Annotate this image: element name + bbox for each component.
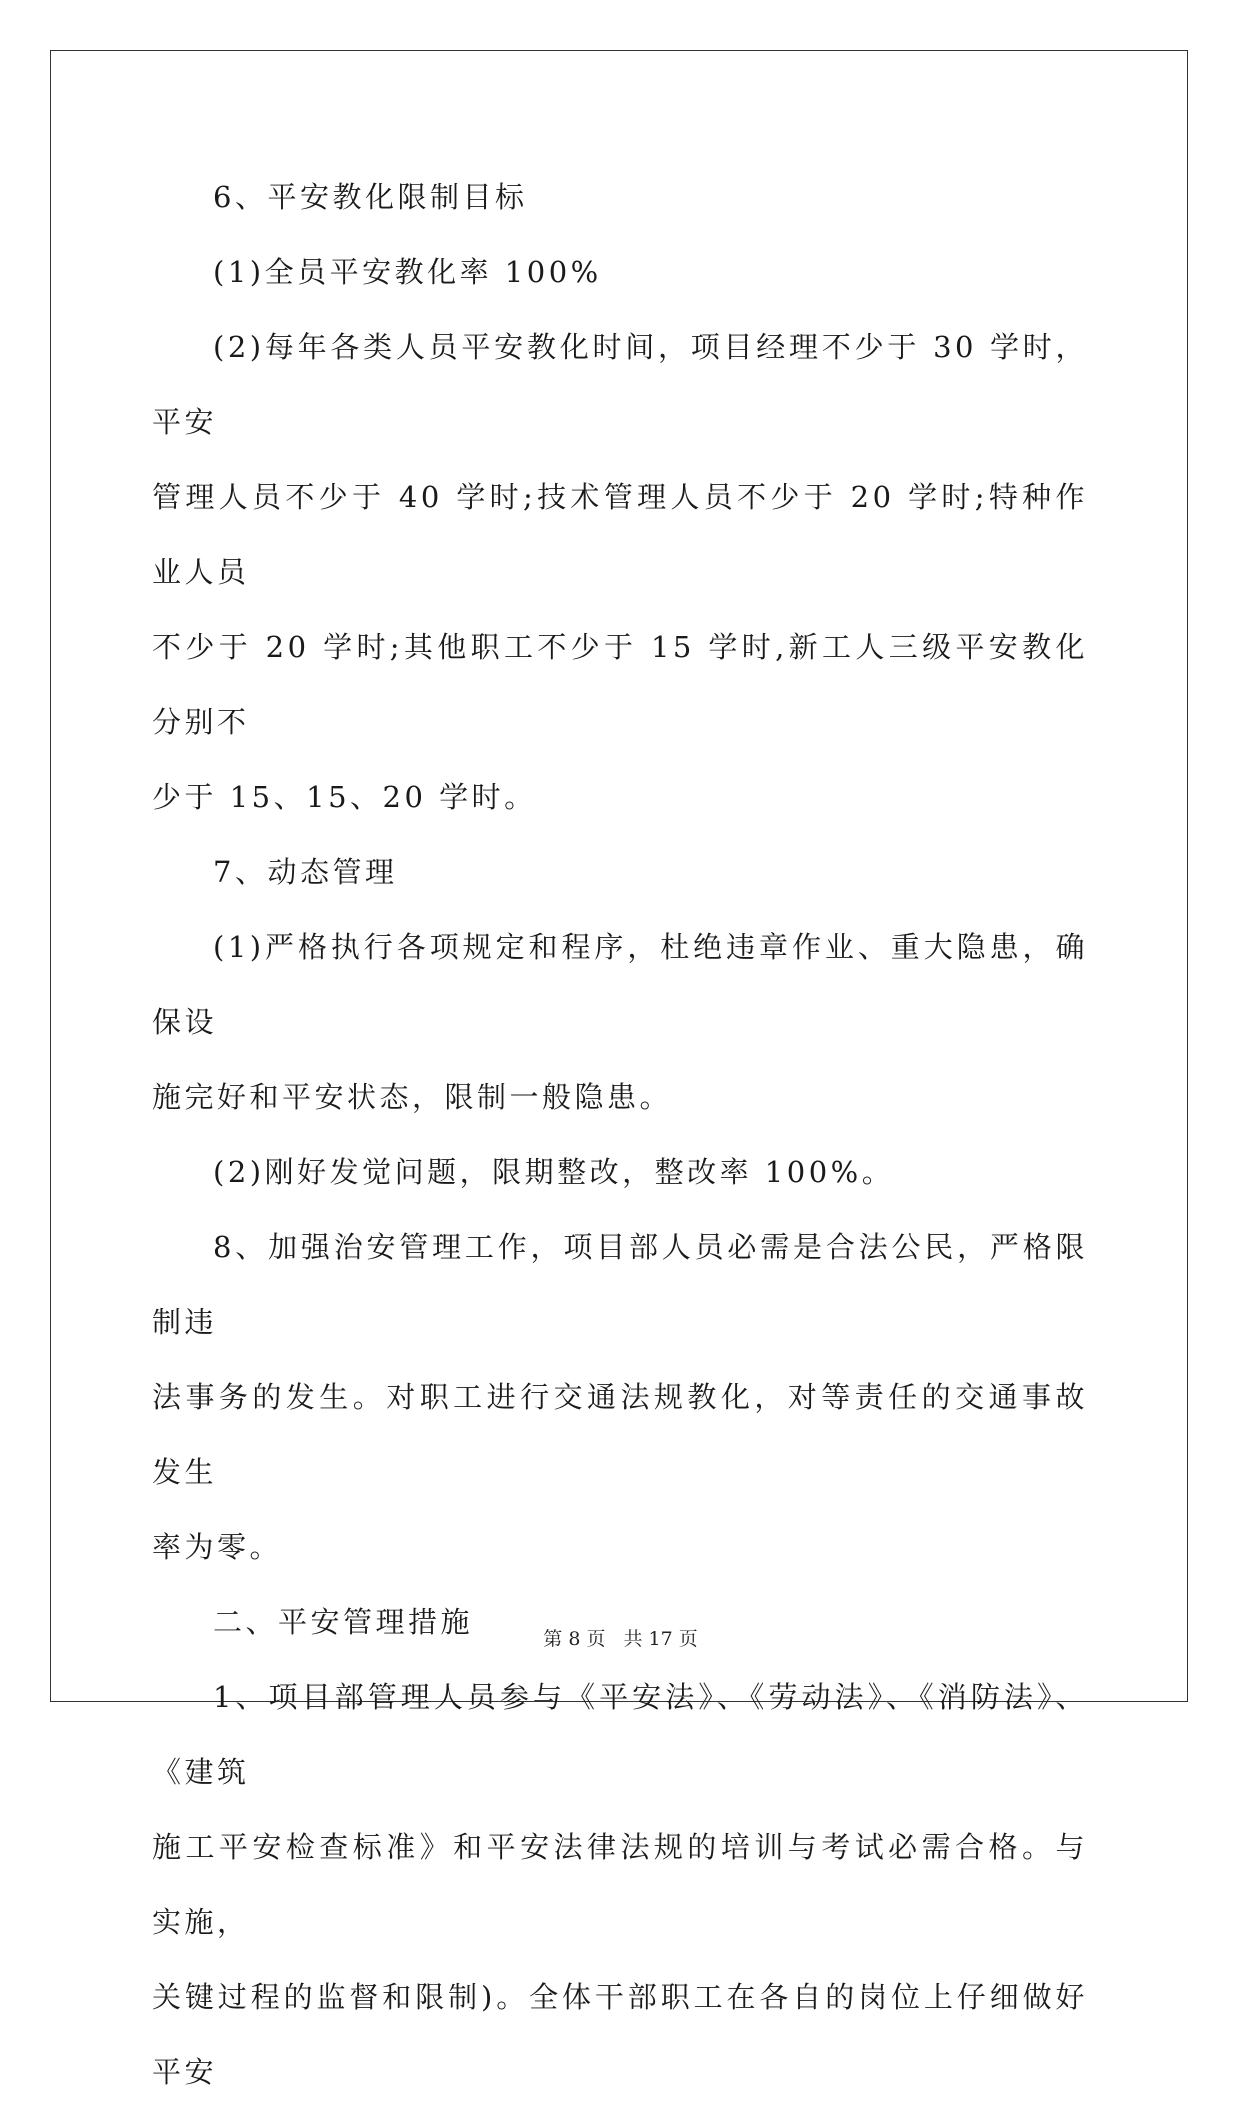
page-number: 第 8 页 <box>543 1628 606 1650</box>
paragraph-heading-7: 7、动态管理 <box>213 855 398 889</box>
paragraph-heading-6: 6、平安教化限制目标 <box>213 180 528 214</box>
section-heading-measures: 二、平安管理措施 <box>213 1605 474 1639</box>
paragraph-item-2: (2)每年各类人员平安教化时间，项目经理不少于 30 学时，平安 管理人员不少于 40 学时;技术管理人员不少于 20 学时;特种作业人员 不少于 20 学时;其他职工不少于 15 学时,新工人三级平安教化分别不 少于 15、15、20 学时。 <box>152 330 1088 814</box>
paragraph-dynamic-1: (1)严格执行各项规定和程序，杜绝违章作业、重大隐患，确保设 施完好和平安状态，限制一般隐患。 <box>152 930 1088 1114</box>
paragraph-measure-1: 1、项目部管理人员参与《平安法》、《劳动法》、《消防法》、《建筑 施工平安检查标准》和平安法律法规的培训与考试必需合格。与实施， 关键过程的监督和限制)。全体干部职工在各自的岗位上仔细做好平安 <box>152 1680 1088 2089</box>
paragraph-heading-8: 8、加强治安管理工作，项目部人员必需是合法公民，严格限制违 法事务的发生。对职工进行交通法规教化，对等责任的交通事故发生 率为零。 <box>152 1230 1088 1564</box>
page-footer <box>0 1624 1241 1651</box>
document-body <box>152 160 1088 2110</box>
page-total: 共 17 页 <box>623 1628 698 1650</box>
paragraph-dynamic-2: (2)刚好发觉问题，限期整改，整改率 100%。 <box>213 1155 895 1189</box>
paragraph-item-1: (1)全员平安教化率 100% <box>213 255 602 289</box>
